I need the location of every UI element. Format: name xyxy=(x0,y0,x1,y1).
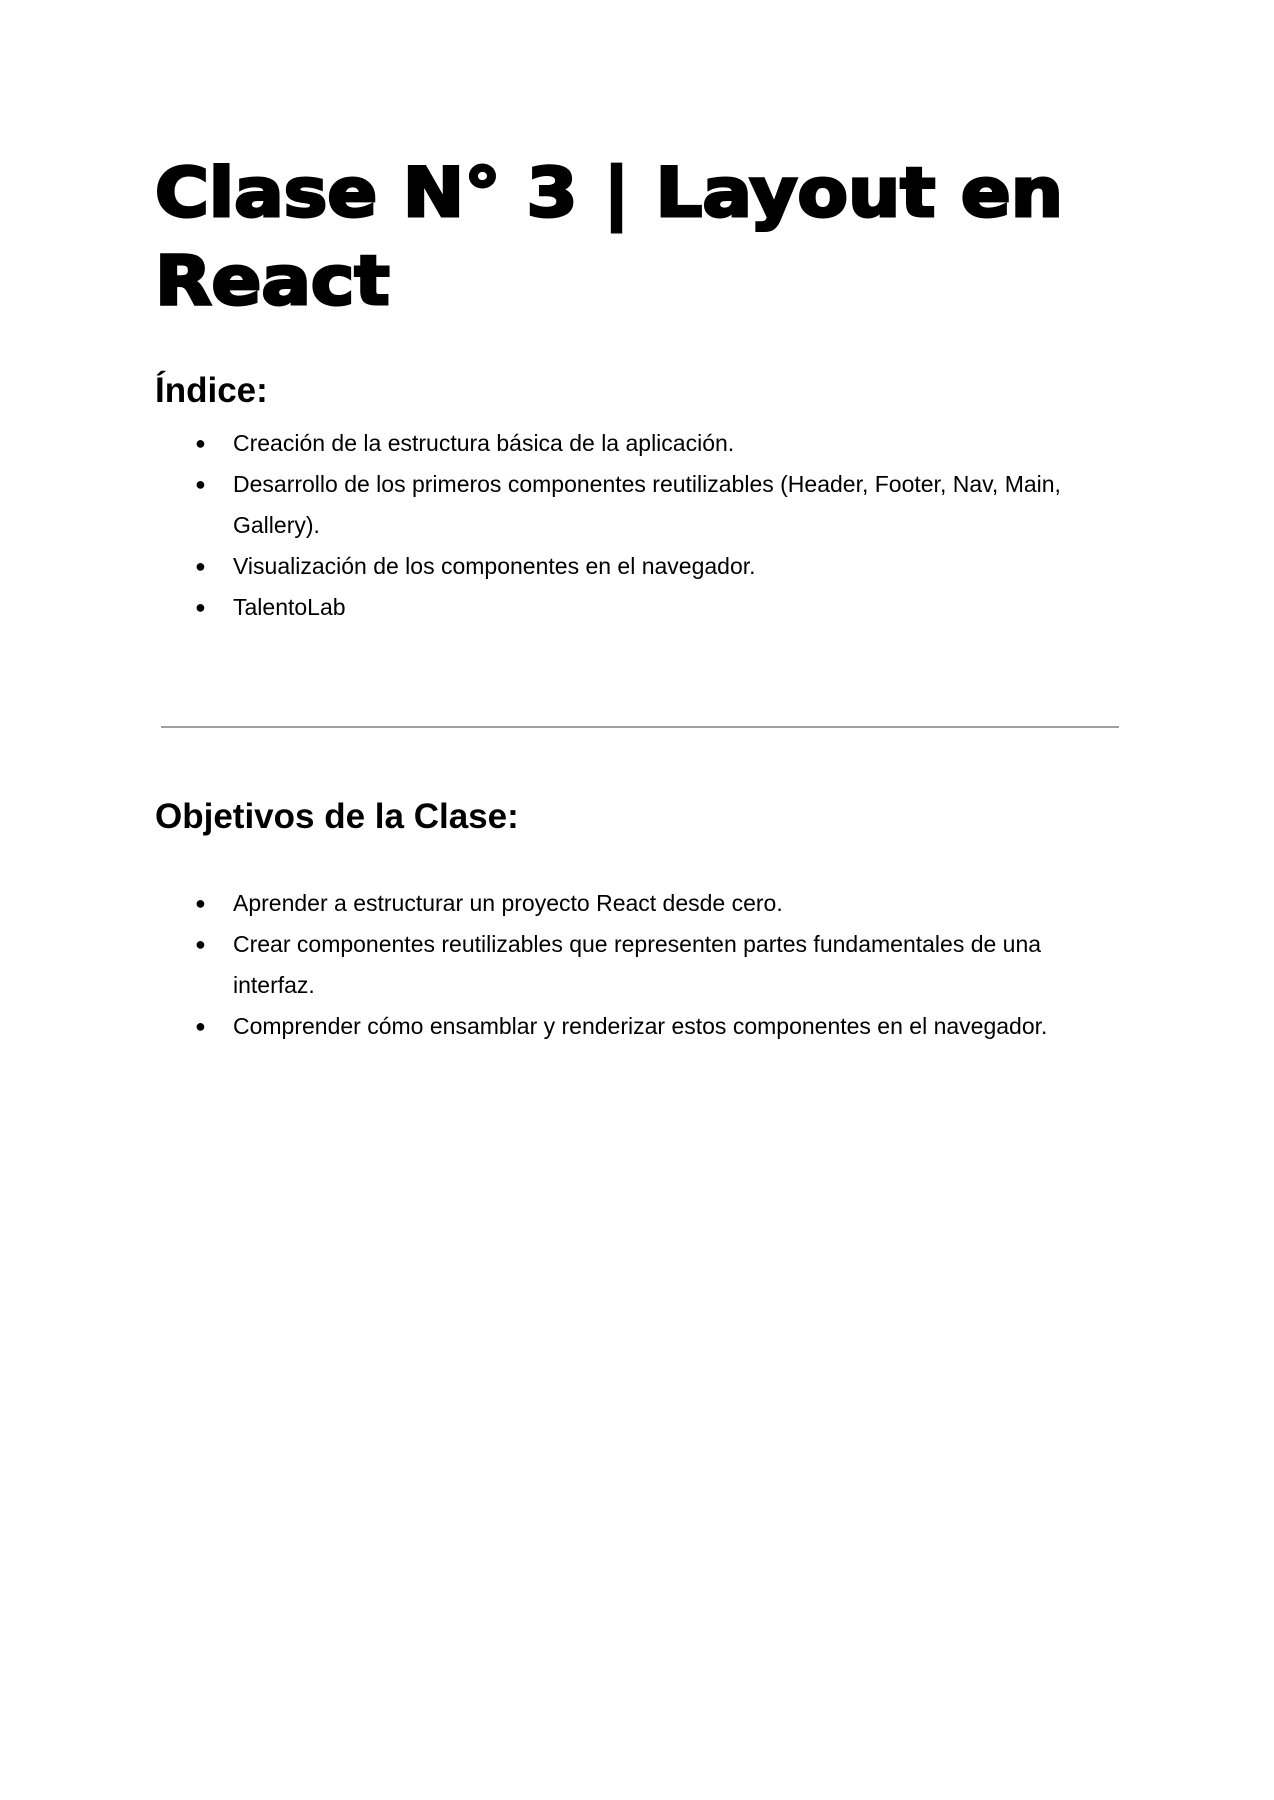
document-title: Clase N° 3 | Layout en React xyxy=(155,154,1064,321)
list-item-text: Visualización de los componentes en el navegador. xyxy=(233,553,756,579)
objectives-heading: Objetivos de la Clase: xyxy=(155,797,519,836)
bullet-icon: ● xyxy=(195,556,206,576)
bullet-icon: ● xyxy=(195,597,206,617)
list-item xyxy=(195,423,1095,464)
list-item-text: Crear componentes reutilizables que representen partes fundamentales de una interfaz. xyxy=(233,931,1042,998)
list-item xyxy=(195,546,1095,587)
horizontal-divider xyxy=(161,726,1119,728)
list-item-text: Creación de la estructura básica de la aplicación. xyxy=(233,430,735,456)
list-item-text: Desarrollo de los primeros componentes reutilizables (Header, Footer, Nav, Main, Gallery). xyxy=(233,471,1061,538)
index-heading: Índice: xyxy=(155,371,268,410)
bullet-icon: ● xyxy=(195,934,206,954)
list-item xyxy=(195,924,1095,1006)
bullet-icon: ● xyxy=(195,433,206,453)
list-item xyxy=(195,587,1095,628)
index-list xyxy=(195,423,1095,628)
list-item xyxy=(195,464,1095,546)
bullet-icon: ● xyxy=(195,893,206,913)
objectives-list xyxy=(195,883,1095,1047)
list-item-text: Comprender cómo ensamblar y renderizar estos componentes en el navegador. xyxy=(233,1013,1048,1039)
bullet-icon: ● xyxy=(195,474,206,494)
list-item xyxy=(195,883,1095,924)
list-item-text: TalentoLab xyxy=(233,594,346,620)
bullet-icon: ● xyxy=(195,1016,206,1036)
list-item xyxy=(195,1006,1095,1047)
list-item-text: Aprender a estructurar un proyecto React desde cero. xyxy=(233,890,783,916)
